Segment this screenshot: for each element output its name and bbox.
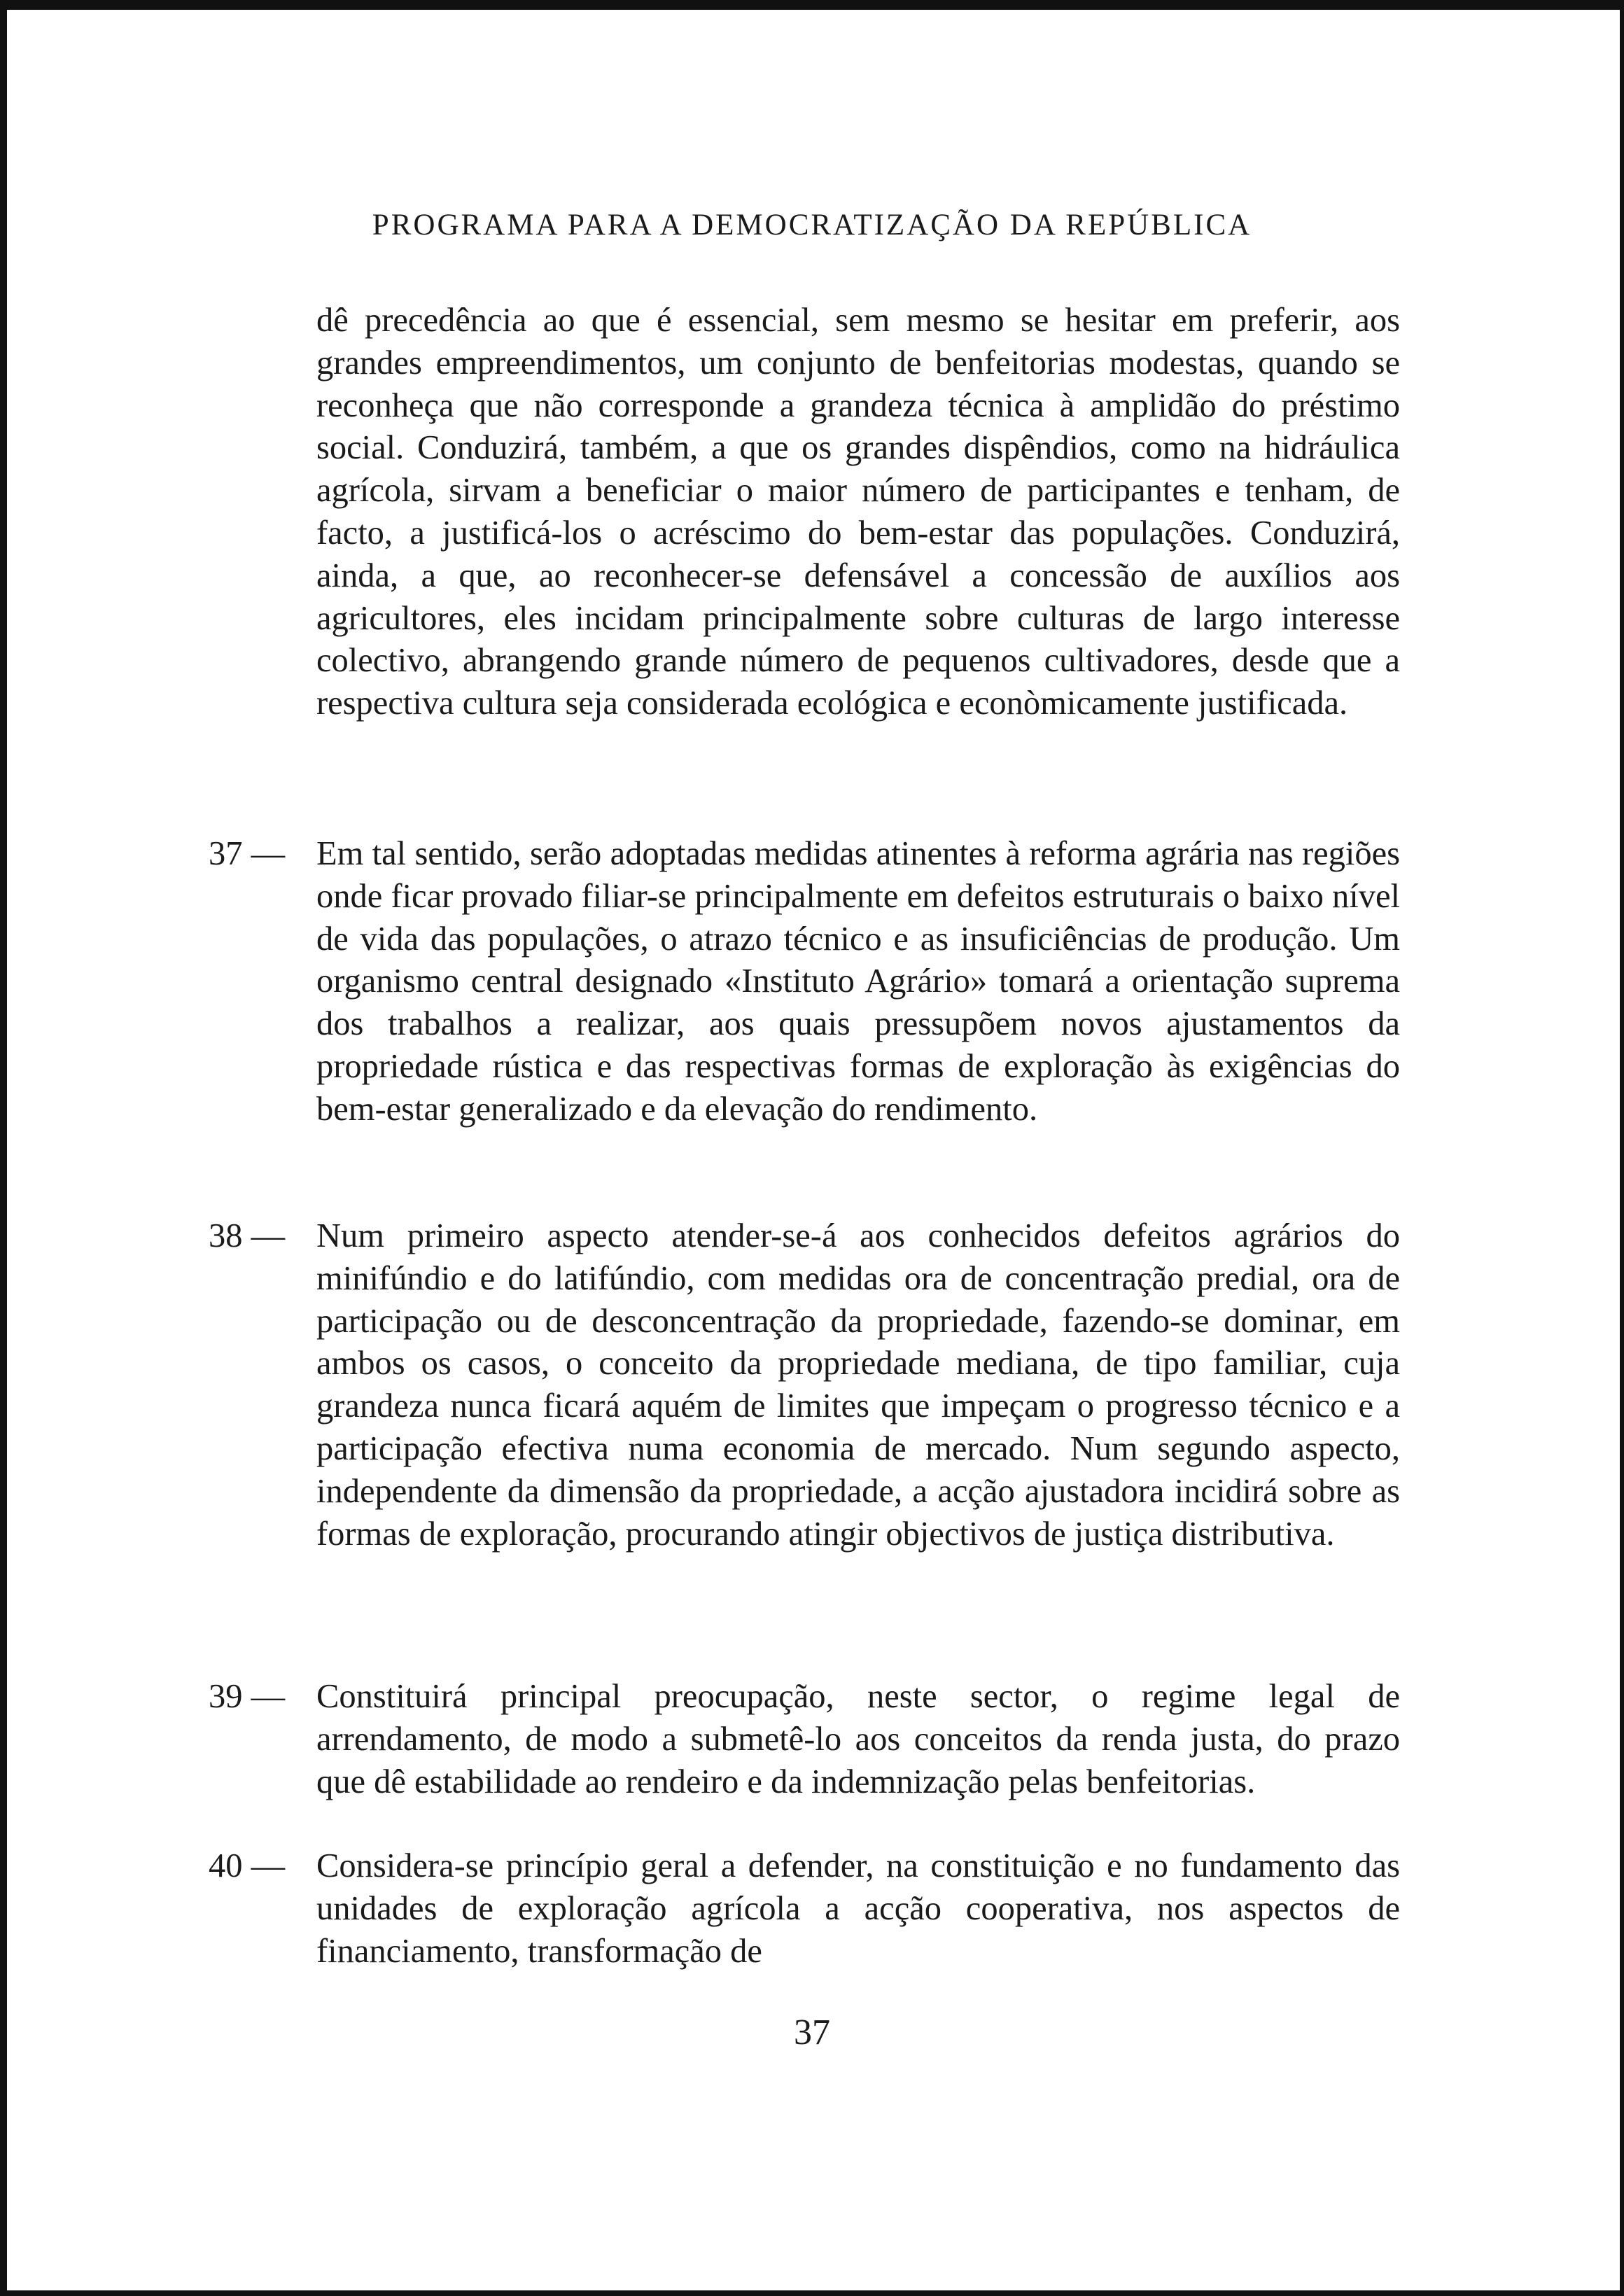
item-number: 40 —: [209, 1847, 286, 1884]
numbered-item-39: [209, 1676, 1400, 1803]
numbered-item-37: [209, 833, 1400, 1131]
paragraph-text: dê precedência ao que é essencial, sem mesmo se hesitar em preferir, aos grandes empreendimentos, um conjunto de benfeitorias modestas, quando se reconheça que não corresponde a grandeza técnica à amplidão do préstimo social. Conduzirá, também, a que os grandes dispêndios, como na hidráulica agrícola, sirvam a beneficiar o maior número de participantes e tenham, de facto, a justificá-los o acréscimo do bem-estar das populações. Conduzirá, ainda, a que, ao reconhecer-se defensável a concessão de auxílios aos agricultores, eles incidam principalmente sobre culturas de largo interesse colectivo, abrangendo grande número de pequenos cultivadores, desde que a respectiva cultura seja considerada ecológica e econòmicamente justificada.: [316, 302, 1400, 722]
numbered-item-40: [209, 1845, 1400, 1973]
item-number: 38 —: [209, 1217, 286, 1254]
item-text: Em tal sentido, serão adoptadas medidas atinentes à reforma agrária nas regiões onde ficar provado filiar-se principalmente em defeitos estruturais o baixo nível de vida das populações, o atrazo técnico e as insuficiências de produção. Um organismo central designado «Instituto Agrário» tomará a orientação suprema dos trabalhos a realizar, aos quais pressupõem novos ajustamentos da propriedade rústica e das respectivas formas de exploração às exigências do bem-estar generalizado e da elevação do rendimento.: [316, 835, 1400, 1128]
item-text: Constituirá principal preocupação, neste sector, o regime legal de arrendamento, de modo a submetê-lo aos conceitos da renda justa, do prazo que dê estabilidade ao rendeiro e da indemnização pelas benfeitorias.: [316, 1678, 1400, 1800]
running-head: PROGRAMA PARA A DEMOCRATIZAÇÃO DA REPÚBLICA: [372, 209, 1252, 241]
item-number: 39 —: [209, 1678, 286, 1715]
numbered-item-38: [209, 1215, 1400, 1555]
item-text: Considera-se princípio geral a defender, na constituição e no fundamento das unidades de exploração agrícola a acção cooperativa, nos aspectos de financiamento, transformação de: [316, 1847, 1400, 1970]
item-text: Num primeiro aspecto atender-se-á aos conhecidos defeitos agrários do minifúndio e do latifúndio, com medidas ora de concentração predial, ora de participação ou de desconcentração da propriedade, fazendo-se dominar, em ambos os casos, o conceito da propriedade mediana, de tipo familiar, cuja grandeza nunca ficará aquém de limites que impeçam o progresso técnico e a participação efectiva numa economia de mercado. Num segundo aspecto, independente da dimensão da propriedade, a acção ajustadora incidirá sobre as formas de exploração, procurando atingir objectivos de justiça distributiva.: [316, 1217, 1400, 1553]
page-number: 37: [794, 2012, 830, 2052]
item-number: 37 —: [209, 835, 286, 872]
continuation-paragraph: [316, 300, 1400, 725]
